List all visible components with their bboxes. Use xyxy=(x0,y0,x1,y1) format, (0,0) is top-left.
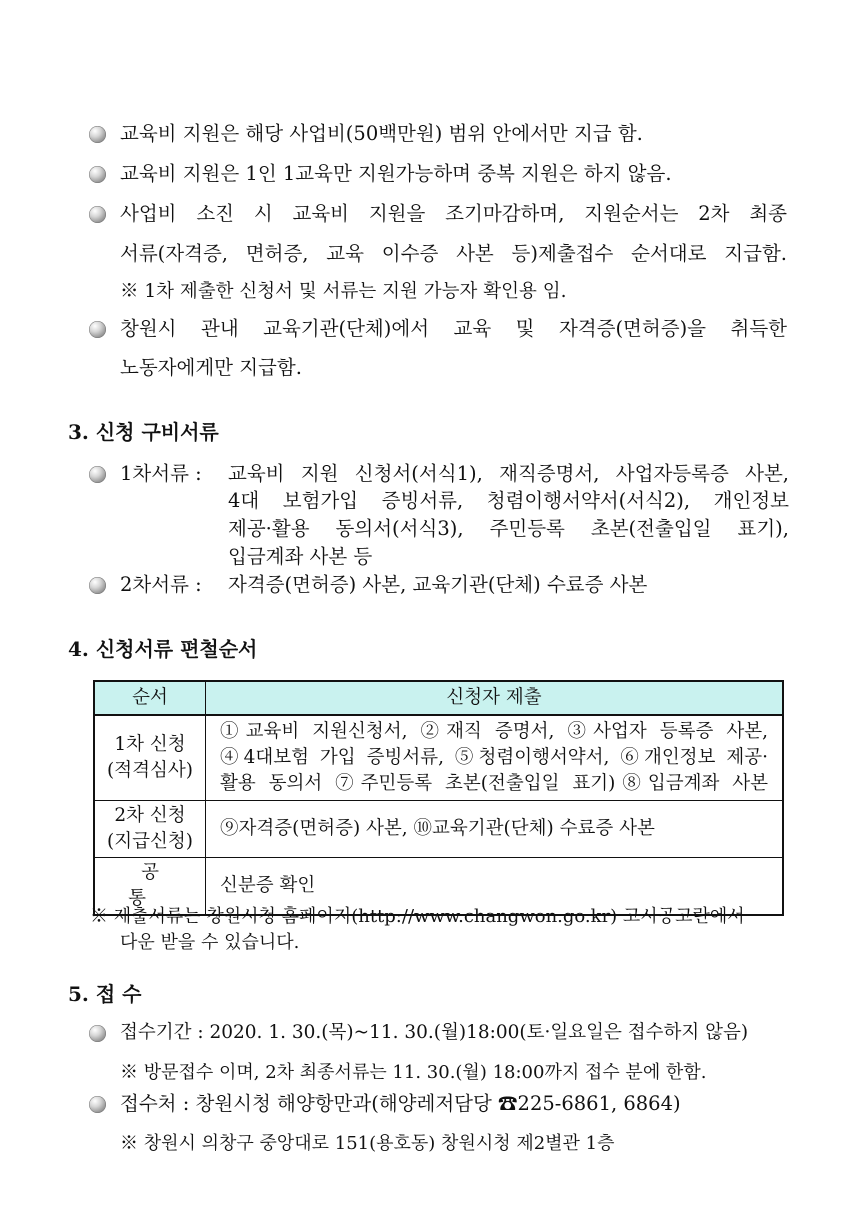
early-close-text-line1: 사업비 소진 시 교육비 지원을 조기마감하며, 지원순서는 2차 최종 xyxy=(120,202,787,225)
download-note-line2: 다운 받을 수 있습니다. xyxy=(120,932,300,953)
budget-limit-text: 교육비 지원은 해당 사업비(50백만원) 범위 안에서만 지급 함. xyxy=(120,122,643,145)
stage-label: 1차 신청 xyxy=(114,734,186,755)
table-cell-documents xyxy=(206,801,784,858)
table-cell-stage xyxy=(94,715,206,801)
documents-line: ⑨자격증(면허증) 사본, ⑩교육기관(단체) 수료증 사본 xyxy=(220,818,655,839)
section3-heading: 3. 신청 구비서류 xyxy=(68,420,219,444)
section4-heading: 4. 신청서류 편철순서 xyxy=(68,637,258,661)
stage-sublabel: (지급신청) xyxy=(107,831,193,852)
bullet-icon xyxy=(89,166,106,183)
first-submission-note: ※ 1차 제출한 신청서 및 서류는 지원 가능자 확인용 임. xyxy=(120,281,567,302)
bullet-icon xyxy=(89,1025,106,1042)
first-docs-label: 1차서류 : xyxy=(120,462,202,485)
document-order-table xyxy=(93,680,784,916)
address-note: ※ 창원시 의창구 중앙대로 151(용호동) 창원시청 제2별관 1층 xyxy=(120,1133,615,1154)
one-per-person-text: 교육비 지원은 1인 1교육만 지원가능하며 중복 지원은 하지 않음. xyxy=(120,162,672,185)
visit-reception-note: ※ 방문접수 이며, 2차 최종서류는 11. 30.(월) 18:00까지 접수 분에 한함. xyxy=(120,1062,707,1083)
documents-line: ①교육비 지원신청서, ②재직 증명서, ③사업자 등록증 사본, xyxy=(220,721,768,742)
early-close-text-line2: 서류(자격증, 면허증, 교육 이수증 사본 등)제출접수 순서대로 지급함. xyxy=(120,242,787,265)
first-docs-line3: 제공·활용 동의서(서식3), 주민등록 초본(전출입일 표기), xyxy=(228,517,789,540)
table-header-submission: 신청자 제출 xyxy=(206,681,784,715)
first-docs-line1: 교육비 지원 신청서(서식1), 재직증명서, 사업자등록증 사본, xyxy=(228,462,789,485)
section5-heading: 5. 접 수 xyxy=(68,982,142,1006)
stage-label: 2차 신청 xyxy=(114,805,186,826)
bullet-icon xyxy=(89,466,106,483)
table-row xyxy=(94,801,783,858)
documents-line: 활용 동의서 ⑦주민등록 초본(전출입일 표기)⑧입금계좌 사본 xyxy=(220,773,768,794)
first-docs-line4: 입금계좌 사본 등 xyxy=(228,545,373,568)
bullet-icon xyxy=(89,1096,106,1113)
bullet-icon xyxy=(89,126,106,143)
download-note-line1: ※ 제출서류는 창원시청 홈페이지(http://www.changwon.go.kr) 고시공고란에서 xyxy=(90,906,745,927)
table-header-order: 순서 xyxy=(94,681,206,715)
table-cell-stage xyxy=(94,801,206,858)
reception-period-text: 접수기간 : 2020. 1. 30.(목)~11. 30.(월)18:00(토·일요일은 접수하지 않음) xyxy=(120,1022,749,1043)
bullet-icon xyxy=(89,206,106,223)
table-header-row xyxy=(94,681,783,715)
documents-line: 신분증 확인 xyxy=(220,875,316,896)
first-docs-line2: 4대 보험가입 증빙서류, 청렴이행서약서(서식2), 개인정보 xyxy=(228,489,789,512)
documents-line: ④4대보험 가입 증빙서류, ⑤청렴이행서약서, ⑥개인정보 제공· xyxy=(220,747,768,768)
second-docs-label: 2차서류 : xyxy=(120,573,202,596)
table-cell-documents xyxy=(206,715,784,801)
eligibility-text-line2: 노동자에게만 지급함. xyxy=(120,356,302,379)
reception-place-text: 접수처 : 창원시청 해양항만과(해양레저담당 ☎225-6861, 6864) xyxy=(120,1092,681,1115)
table-row xyxy=(94,715,783,801)
eligibility-text-line1: 창원시 관내 교육기관(단체)에서 교육 및 자격증(면허증)을 취득한 xyxy=(120,317,787,340)
stage-sublabel: (적격심사) xyxy=(107,760,193,781)
bullet-icon xyxy=(89,321,106,338)
bullet-icon xyxy=(89,577,106,594)
stage-label: 공통 xyxy=(128,862,185,909)
second-docs-text: 자격증(면허증) 사본, 교육기관(단체) 수료증 사본 xyxy=(228,573,648,596)
